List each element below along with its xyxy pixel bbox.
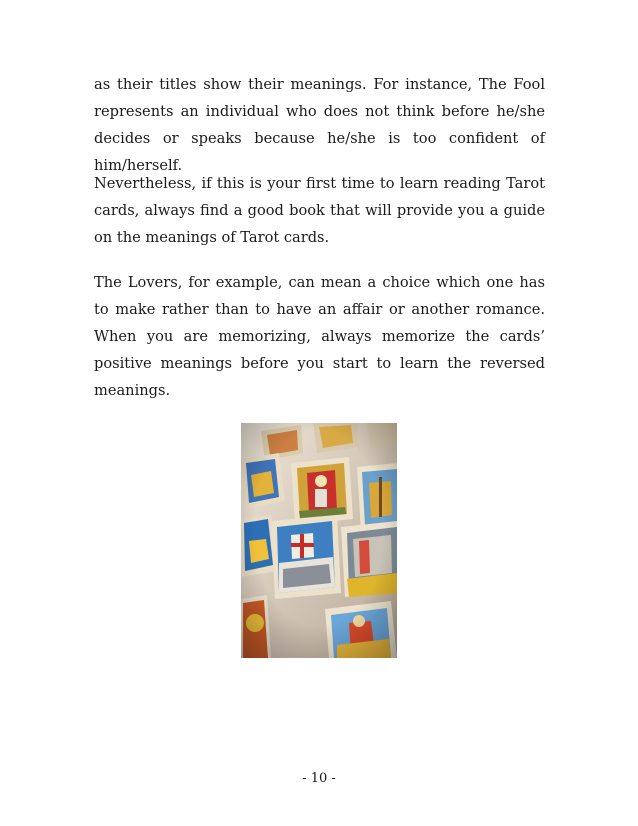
paragraph-learning-advice — [94, 170, 545, 251]
tarot-cards-photo — [241, 423, 397, 658]
paragraph-text: as their titles show their meanings. For instance, The Fool represents an individual who does not think before he/she decides or speaks because he/she is too confident of him/herself. — [94, 76, 545, 174]
paragraph-fool — [94, 71, 545, 179]
paragraph-text: Nevertheless, if this is your first time to learn reading Tarot cards, always find a good book that will provide you a guide on the meanings of Tarot cards. — [94, 175, 545, 246]
paragraph-text: The Lovers, for example, can mean a choice which one has to make rather than to have an affair or another romance. When you are memorizing, always memorize the cards’ positive meanings before you start to learn the reversed meanings. — [94, 274, 545, 399]
page-number: - 10 - — [302, 771, 336, 786]
paragraph-lovers — [94, 269, 545, 404]
